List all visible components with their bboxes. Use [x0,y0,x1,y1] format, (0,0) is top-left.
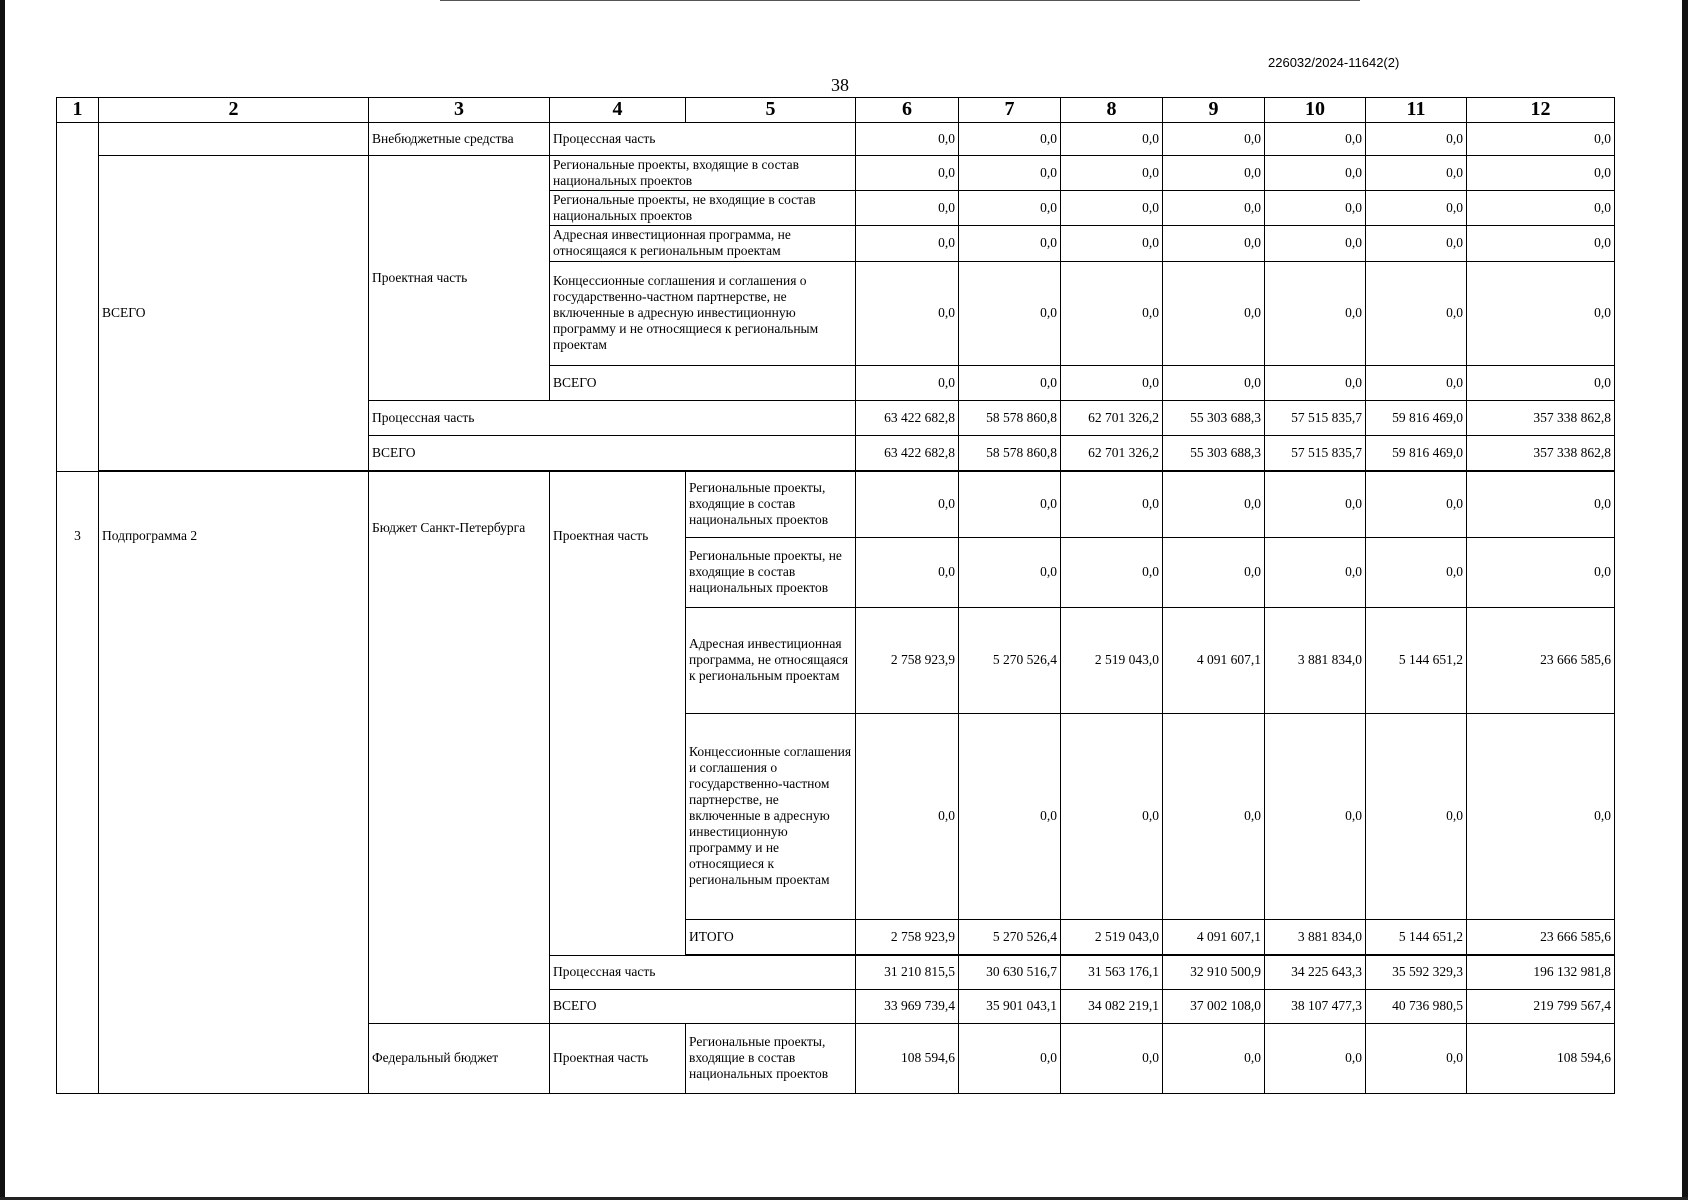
table-row [57,122,1615,155]
value-cell: 5 270 526,4 [959,919,1061,954]
value-cell: 37 002 108,0 [1163,989,1265,1023]
subtotal-label-cell: ИТОГО [686,919,856,954]
value-cell: 0,0 [1163,261,1265,365]
value-cell: 0,0 [1061,225,1163,261]
value-cell: 0,0 [1061,190,1163,225]
project-type-cell: Региональные проекты, входящие в состав национальных проектов [686,1023,856,1093]
value-cell: 0,0 [959,190,1061,225]
table-row [57,471,1615,537]
value-cell: 0,0 [959,225,1061,261]
value-cell: 0,0 [1467,365,1615,400]
process-part-cell: Процессная часть [550,955,856,989]
top-rule [440,0,1360,1]
value-cell: 34 082 219,1 [1061,989,1163,1023]
value-cell: 3 881 834,0 [1265,607,1366,713]
value-cell: 0,0 [959,471,1061,537]
value-cell: 2 758 923,9 [856,919,959,954]
value-cell: 55 303 688,3 [1163,435,1265,470]
value-cell: 55 303 688,3 [1163,400,1265,435]
source-cell: Федеральный бюджет [369,1023,550,1093]
value-cell: 0,0 [1467,537,1615,607]
value-cell: 0,0 [1265,122,1366,155]
value-cell: 33 969 739,4 [856,989,959,1023]
value-cell: 0,0 [1265,471,1366,537]
value-cell: 0,0 [1061,122,1163,155]
column-header: 12 [1467,98,1615,123]
value-cell: 32 910 500,9 [1163,955,1265,989]
value-cell: 0,0 [856,471,959,537]
column-header: 1 [57,98,99,123]
value-cell: 0,0 [1163,365,1265,400]
value-cell: 0,0 [1061,261,1163,365]
value-cell: 0,0 [1265,190,1366,225]
value-cell: 0,0 [1366,122,1467,155]
column-header: 3 [369,98,550,123]
value-cell: 0,0 [1265,1023,1366,1093]
value-cell: 0,0 [856,365,959,400]
project-part-cell: Проектная часть [550,471,686,955]
value-cell: 0,0 [1061,713,1163,919]
value-cell: 5 270 526,4 [959,607,1061,713]
total-label-cell: ВСЕГО [550,989,856,1023]
value-cell: 2 758 923,9 [856,607,959,713]
value-cell: 31 210 815,5 [856,955,959,989]
value-cell: 31 563 176,1 [1061,955,1163,989]
source-cell: Бюджет Санкт-Петербурга [369,471,550,1023]
value-cell: 0,0 [1366,471,1467,537]
row-number-cell [57,122,99,471]
value-cell: 0,0 [1163,225,1265,261]
subprogram-name-cell: Подпрограмма 2 [99,471,369,1093]
value-cell: 4 091 607,1 [1163,607,1265,713]
value-cell: 0,0 [1366,155,1467,190]
project-type-cell: Концессионные соглашения и соглашения о государственно-частном партнерстве, не включенные в адресную инвестиционную программу и не относящиеся к региональным проектам [550,261,856,365]
value-cell: 0,0 [959,537,1061,607]
page-number: 38 [831,75,849,95]
scan-edge-right [1682,0,1688,1200]
project-part-cell: Проектная часть [369,155,550,400]
grand-total-cell: ВСЕГО [369,435,856,470]
value-cell: 0,0 [1265,155,1366,190]
value-cell: 0,0 [856,713,959,919]
value-cell: 63 422 682,8 [856,400,959,435]
value-cell: 23 666 585,6 [1467,919,1615,954]
value-cell: 0,0 [1265,537,1366,607]
project-type-cell: Концессионные соглашения и соглашения о государственно-частном партнерстве, не включенные в адресную инвестиционную программу и не относящиеся к региональным проектам [686,713,856,919]
project-part-cell: Проектная часть [550,1023,686,1093]
value-cell: 0,0 [1163,713,1265,919]
value-cell: 0,0 [856,155,959,190]
value-cell: 0,0 [959,261,1061,365]
value-cell: 0,0 [1061,365,1163,400]
value-cell: 35 901 043,1 [959,989,1061,1023]
value-cell: 0,0 [1061,155,1163,190]
row-number-cell: 3 [57,471,99,1093]
value-cell: 23 666 585,6 [1467,607,1615,713]
value-cell: 0,0 [959,713,1061,919]
empty-cell [99,122,369,155]
value-cell: 0,0 [1467,471,1615,537]
value-cell: 0,0 [856,537,959,607]
column-header: 5 [686,98,856,123]
project-type-cell: Адресная инвестиционная программа, не относящаяся к региональным проектам [550,225,856,261]
value-cell: 0,0 [1265,261,1366,365]
column-header: 8 [1061,98,1163,123]
project-type-cell: Региональные проекты, входящие в состав национальных проектов [550,155,856,190]
project-type-cell: Региональные проекты, входящие в состав национальных проектов [686,471,856,537]
value-cell: 0,0 [1366,365,1467,400]
column-header: 7 [959,98,1061,123]
value-cell: 0,0 [1366,537,1467,607]
value-cell: 38 107 477,3 [1265,989,1366,1023]
value-cell: 4 091 607,1 [1163,919,1265,954]
value-cell: 35 592 329,3 [1366,955,1467,989]
value-cell: 63 422 682,8 [856,435,959,470]
value-cell: 108 594,6 [856,1023,959,1093]
column-header: 6 [856,98,959,123]
value-cell: 3 881 834,0 [1265,919,1366,954]
value-cell: 5 144 651,2 [1366,607,1467,713]
value-cell: 0,0 [1163,122,1265,155]
value-cell: 0,0 [1467,190,1615,225]
value-cell: 0,0 [1467,122,1615,155]
source-cell: Внебюджетные средства [369,122,550,155]
total-label-cell: ВСЕГО [99,155,369,470]
value-cell: 5 144 651,2 [1366,919,1467,954]
value-cell: 57 515 835,7 [1265,400,1366,435]
value-cell: 0,0 [959,122,1061,155]
value-cell: 0,0 [959,1023,1061,1093]
value-cell: 34 225 643,3 [1265,955,1366,989]
type-cell: Процессная часть [550,122,856,155]
value-cell: 58 578 860,8 [959,400,1061,435]
value-cell: 0,0 [1366,225,1467,261]
column-header: 11 [1366,98,1467,123]
project-type-cell: Адресная инвестиционная программа, не относящаяся к региональным проектам [686,607,856,713]
value-cell: 40 736 980,5 [1366,989,1467,1023]
value-cell: 0,0 [856,261,959,365]
project-type-cell: Региональные проекты, не входящие в состав национальных проектов [550,190,856,225]
value-cell: 0,0 [1366,261,1467,365]
scan-edge-left [0,0,5,1200]
value-cell: 0,0 [856,122,959,155]
value-cell: 0,0 [1467,713,1615,919]
value-cell: 0,0 [1061,1023,1163,1093]
value-cell: 0,0 [1163,537,1265,607]
value-cell: 357 338 862,8 [1467,435,1615,470]
value-cell: 58 578 860,8 [959,435,1061,470]
column-header: 9 [1163,98,1265,123]
project-type-cell: ВСЕГО [550,365,856,400]
value-cell: 0,0 [1163,190,1265,225]
header-row [57,98,1615,123]
value-cell: 196 132 981,8 [1467,955,1615,989]
value-cell: 0,0 [1061,471,1163,537]
value-cell: 0,0 [1163,1023,1265,1093]
value-cell: 0,0 [1366,190,1467,225]
document-id: 226032/2024-11642(2) [1268,55,1400,70]
value-cell: 357 338 862,8 [1467,400,1615,435]
column-header: 2 [99,98,369,123]
value-cell: 0,0 [856,225,959,261]
value-cell: 219 799 567,4 [1467,989,1615,1023]
column-header: 10 [1265,98,1366,123]
value-cell: 0,0 [1467,261,1615,365]
value-cell: 30 630 516,7 [959,955,1061,989]
value-cell: 2 519 043,0 [1061,919,1163,954]
value-cell: 0,0 [856,190,959,225]
project-type-cell: Региональные проекты, не входящие в состав национальных проектов [686,537,856,607]
process-part-cell: Процессная часть [369,400,856,435]
value-cell: 0,0 [1265,713,1366,919]
value-cell: 0,0 [1467,155,1615,190]
value-cell: 59 816 469,0 [1366,435,1467,470]
value-cell: 0,0 [959,365,1061,400]
value-cell: 0,0 [1265,225,1366,261]
value-cell: 62 701 326,2 [1061,400,1163,435]
value-cell: 0,0 [1163,471,1265,537]
value-cell: 0,0 [959,155,1061,190]
value-cell: 0,0 [1163,155,1265,190]
value-cell: 2 519 043,0 [1061,607,1163,713]
table-row [57,155,1615,190]
value-cell: 0,0 [1265,365,1366,400]
value-cell: 0,0 [1061,537,1163,607]
value-cell: 0,0 [1467,225,1615,261]
value-cell: 0,0 [1366,713,1467,919]
column-header: 4 [550,98,686,123]
budget-table [56,97,1615,1094]
value-cell: 0,0 [1366,1023,1467,1093]
value-cell: 59 816 469,0 [1366,400,1467,435]
value-cell: 62 701 326,2 [1061,435,1163,470]
value-cell: 108 594,6 [1467,1023,1615,1093]
value-cell: 57 515 835,7 [1265,435,1366,470]
